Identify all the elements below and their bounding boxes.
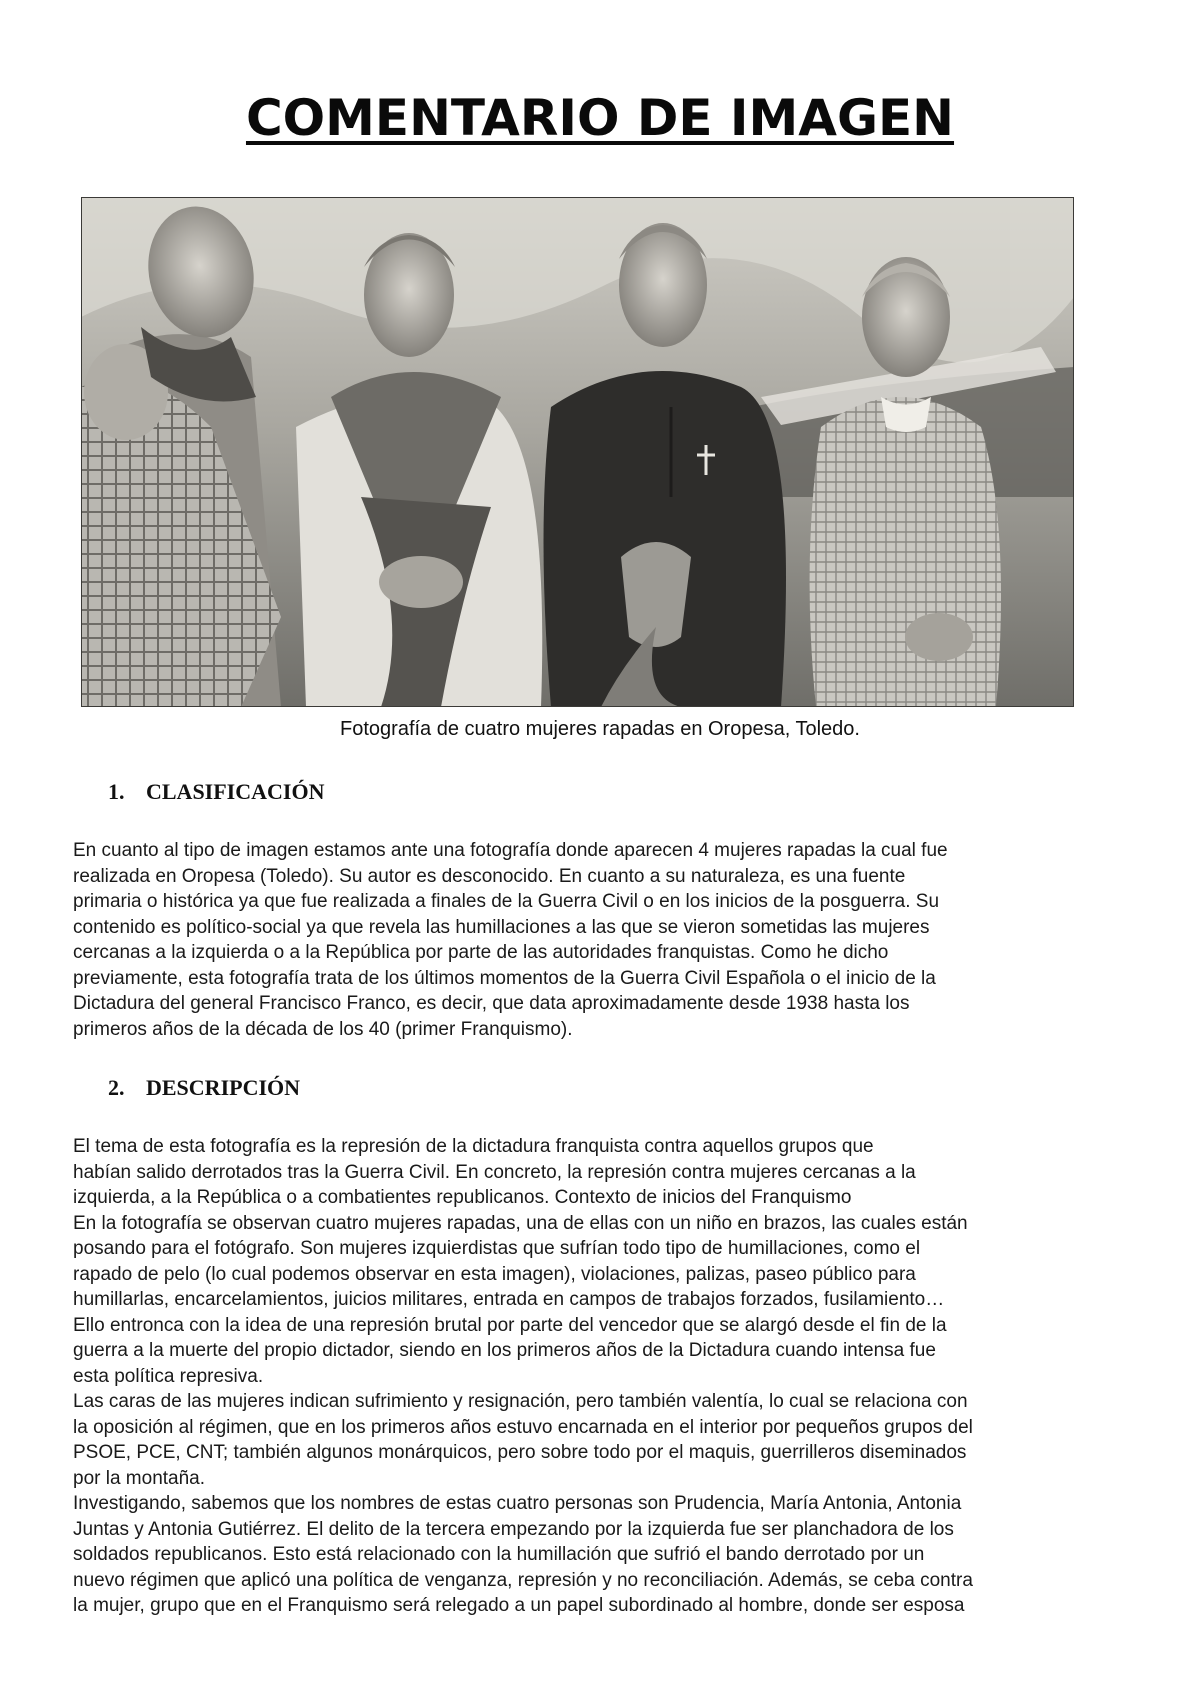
historical-photograph: [81, 197, 1074, 707]
body-line: la mujer, grupo que en el Franquismo será relegado a un papel subordinado al hombre, donde ser esposa: [73, 1595, 965, 1616]
body-line: soldados republicanos. Esto está relacionado con la humillación que sufrió el bando derrotado por un: [73, 1544, 925, 1565]
section-title: DESCRIPCIÓN: [146, 1075, 301, 1100]
section-number: 1.: [108, 779, 125, 804]
body-line: realizada en Oropesa (Toledo). Su autor es desconocido. En cuanto a su naturaleza, es una fuente: [73, 865, 906, 887]
section-heading-descripcion: [108, 1075, 300, 1101]
body-line: Investigando, sabemos que los nombres de estas cuatro personas son Prudencia, María Antonia, Antonia: [73, 1493, 962, 1514]
body-line: PSOE, PCE, CNT; también algunos monárquicos, pero sobre todo por el maquis, guerrilleros diseminados: [73, 1442, 967, 1463]
body-line: El tema de esta fotografía es la represión de la dictadura franquista contra aquellos grupos que: [73, 1136, 874, 1157]
body-line: guerra a la muerte del propio dictador, siendo en los primeros años de la Dictadura cuando intensa fue: [73, 1340, 936, 1361]
body-line: por la montaña.: [73, 1467, 206, 1489]
document-title: COMENTARIO DE IMAGEN: [245, 89, 955, 147]
body-line: rapado de pelo (lo cual podemos observar en esta imagen), violaciones, palizas, paseo público para: [73, 1263, 916, 1285]
body-line: primaria o histórica ya que fue realizada a finales de la Guerra Civil o en los inicios de la posguerra. Su: [73, 891, 940, 912]
body-line: previamente, esta fotografía trata de los últimos momentos de la Guerra Civil Española o el inicio de la: [73, 967, 936, 989]
body-line: Las caras de las mujeres indican sufrimiento y resignación, pero también valentía, lo cual se relaciona con: [73, 1391, 968, 1412]
photo-caption: Fotografía de cuatro mujeres rapadas en Oropesa, Toledo.: [340, 718, 860, 740]
body-line: Juntas y Antonia Gutiérrez. El delito de la tercera empezando por la izquierda fue ser planchadora de los: [73, 1518, 954, 1540]
body-line: nuevo régimen que aplicó una política de venganza, represión y no reconciliación. Además, se ceba contra: [73, 1569, 973, 1591]
section-number: 2.: [108, 1075, 125, 1100]
body-line: primeros años de la década de los 40 (primer Franquismo).: [73, 1018, 573, 1040]
body-line: En la fotografía se observan cuatro mujeres rapadas, una de ellas con un niño en brazos, las cuales están: [73, 1212, 968, 1234]
body-line: cercanas a la izquierda o a la República por parte de las autoridades franquistas. Como he dicho: [73, 942, 889, 963]
body-line: habían salido derrotados tras la Guerra Civil. En concreto, la represión contra mujeres cercanas a la: [73, 1161, 916, 1183]
body-line: Dictadura del general Francisco Franco, es decir, que data aproximadamente desde 1938 hasta los: [73, 993, 910, 1014]
body-line: humillarlas, encarcelamientos, juicios militares, entrada en campos de trabajos forzados, fusilamiento…: [73, 1289, 945, 1310]
section-body-clasificacion: [73, 838, 1133, 1042]
body-line: izquierda, a la República o a combatientes republicanos. Contexto de inicios del Franquismo: [73, 1187, 852, 1208]
section-heading-clasificacion: [108, 779, 324, 805]
section-title: CLASIFICACIÓN: [146, 779, 325, 804]
body-line: esta política represiva.: [73, 1365, 264, 1387]
body-line: posando para el fotógrafo. Son mujeres izquierdistas que sufrían todo tipo de humillaciones, como el: [73, 1238, 921, 1259]
four-women-photo-illustration: [81, 197, 1074, 707]
body-line: contenido es político-social ya que revela las humillaciones a las que se vieron sometidas las mujeres: [73, 916, 930, 938]
body-line: En cuanto al tipo de imagen estamos ante una fotografía donde aparecen 4 mujeres rapadas la cual fue: [73, 840, 948, 861]
body-line: la oposición al régimen, que en los primeros años estuvo encarnada en el interior por pequeños grupos del: [73, 1416, 973, 1438]
body-line: Ello entronca con la idea de una represión brutal por parte del vencedor que se alargó desde el fin de la: [73, 1314, 947, 1336]
section-body-descripcion: [73, 1134, 1133, 1619]
